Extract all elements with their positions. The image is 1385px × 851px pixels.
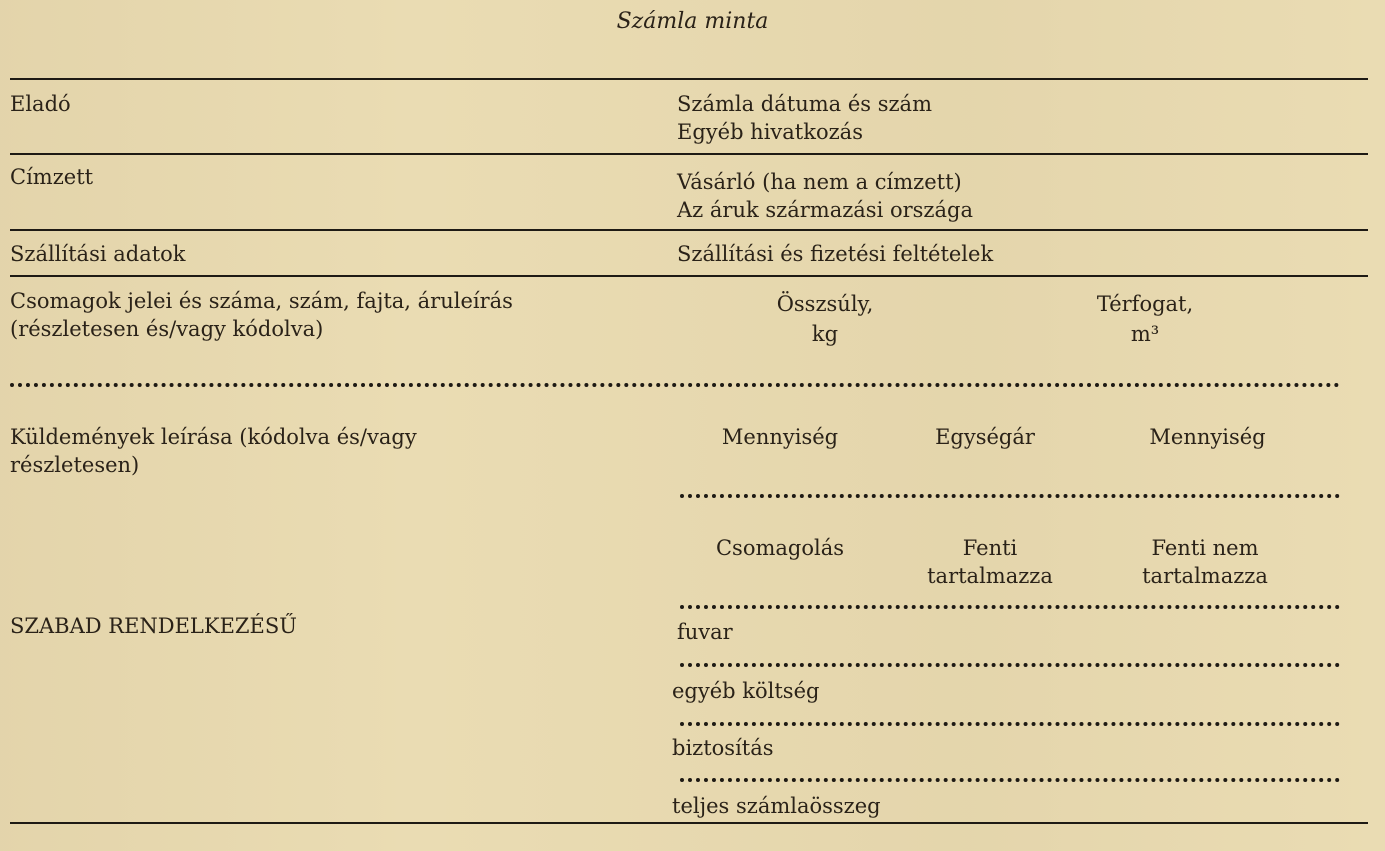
label-shipping-data: Szállítási adatok xyxy=(10,242,186,266)
dotted-line-freight xyxy=(680,663,1340,667)
dotted-line-quantities xyxy=(680,494,1340,498)
label-total: teljes számlaösszeg xyxy=(672,794,881,818)
label-included-line1: Fenti xyxy=(962,536,1018,560)
rule-3 xyxy=(10,229,1368,231)
label-packages-line1: Csomagok jelei és száma, szám, fajta, áruleírás xyxy=(10,289,513,313)
label-gross-weight-unit: kg xyxy=(811,322,839,346)
rule-top xyxy=(10,78,1368,80)
label-seller: Eladó xyxy=(10,92,71,116)
label-other-costs: egyéb költség xyxy=(672,679,820,703)
label-goods-desc-line1: Küldemények leírása (kódolva és/vagy xyxy=(10,425,417,449)
dotted-line-full xyxy=(10,383,1340,387)
label-origin-country: Az áruk származási országa xyxy=(677,198,973,222)
label-gross-weight: Összsúly, xyxy=(776,292,874,316)
label-invoice-date-number: Számla dátuma és szám xyxy=(677,92,932,116)
label-volume-unit: m³ xyxy=(1130,322,1160,346)
rule-bottom xyxy=(10,822,1368,824)
dotted-line-packing xyxy=(680,605,1340,609)
label-volume: Térfogat, xyxy=(1096,292,1194,316)
label-included-line2: tartalmazza xyxy=(927,564,1053,588)
label-not-included-line2: tartalmazza xyxy=(1142,564,1268,588)
label-free-disposal: SZABAD RENDELKEZÉSŰ xyxy=(10,614,297,638)
label-quantity: Mennyiség xyxy=(721,425,839,449)
dotted-line-other-costs xyxy=(680,722,1340,726)
label-insurance: biztosítás xyxy=(672,736,774,760)
dotted-line-insurance xyxy=(680,778,1340,782)
label-buyer: Vásárló (ha nem a címzett) xyxy=(677,170,962,194)
label-terms: Szállítási és fizetési feltételek xyxy=(677,242,994,266)
label-freight: fuvar xyxy=(677,620,733,644)
label-unit-price: Egységár xyxy=(935,425,1035,449)
label-packages-line2: (részletesen és/vagy kódolva) xyxy=(10,317,324,341)
form-title: Számla minta xyxy=(616,9,769,34)
rule-2 xyxy=(10,153,1368,155)
label-packing: Csomagolás xyxy=(715,536,845,560)
label-consignee: Címzett xyxy=(10,165,94,189)
label-goods-desc-line2: részletesen) xyxy=(10,453,140,477)
rule-4 xyxy=(10,275,1368,277)
label-not-included-line1: Fenti nem xyxy=(1151,536,1259,560)
label-amount: Mennyiség xyxy=(1149,425,1266,449)
label-other-reference: Egyéb hivatkozás xyxy=(677,120,863,144)
